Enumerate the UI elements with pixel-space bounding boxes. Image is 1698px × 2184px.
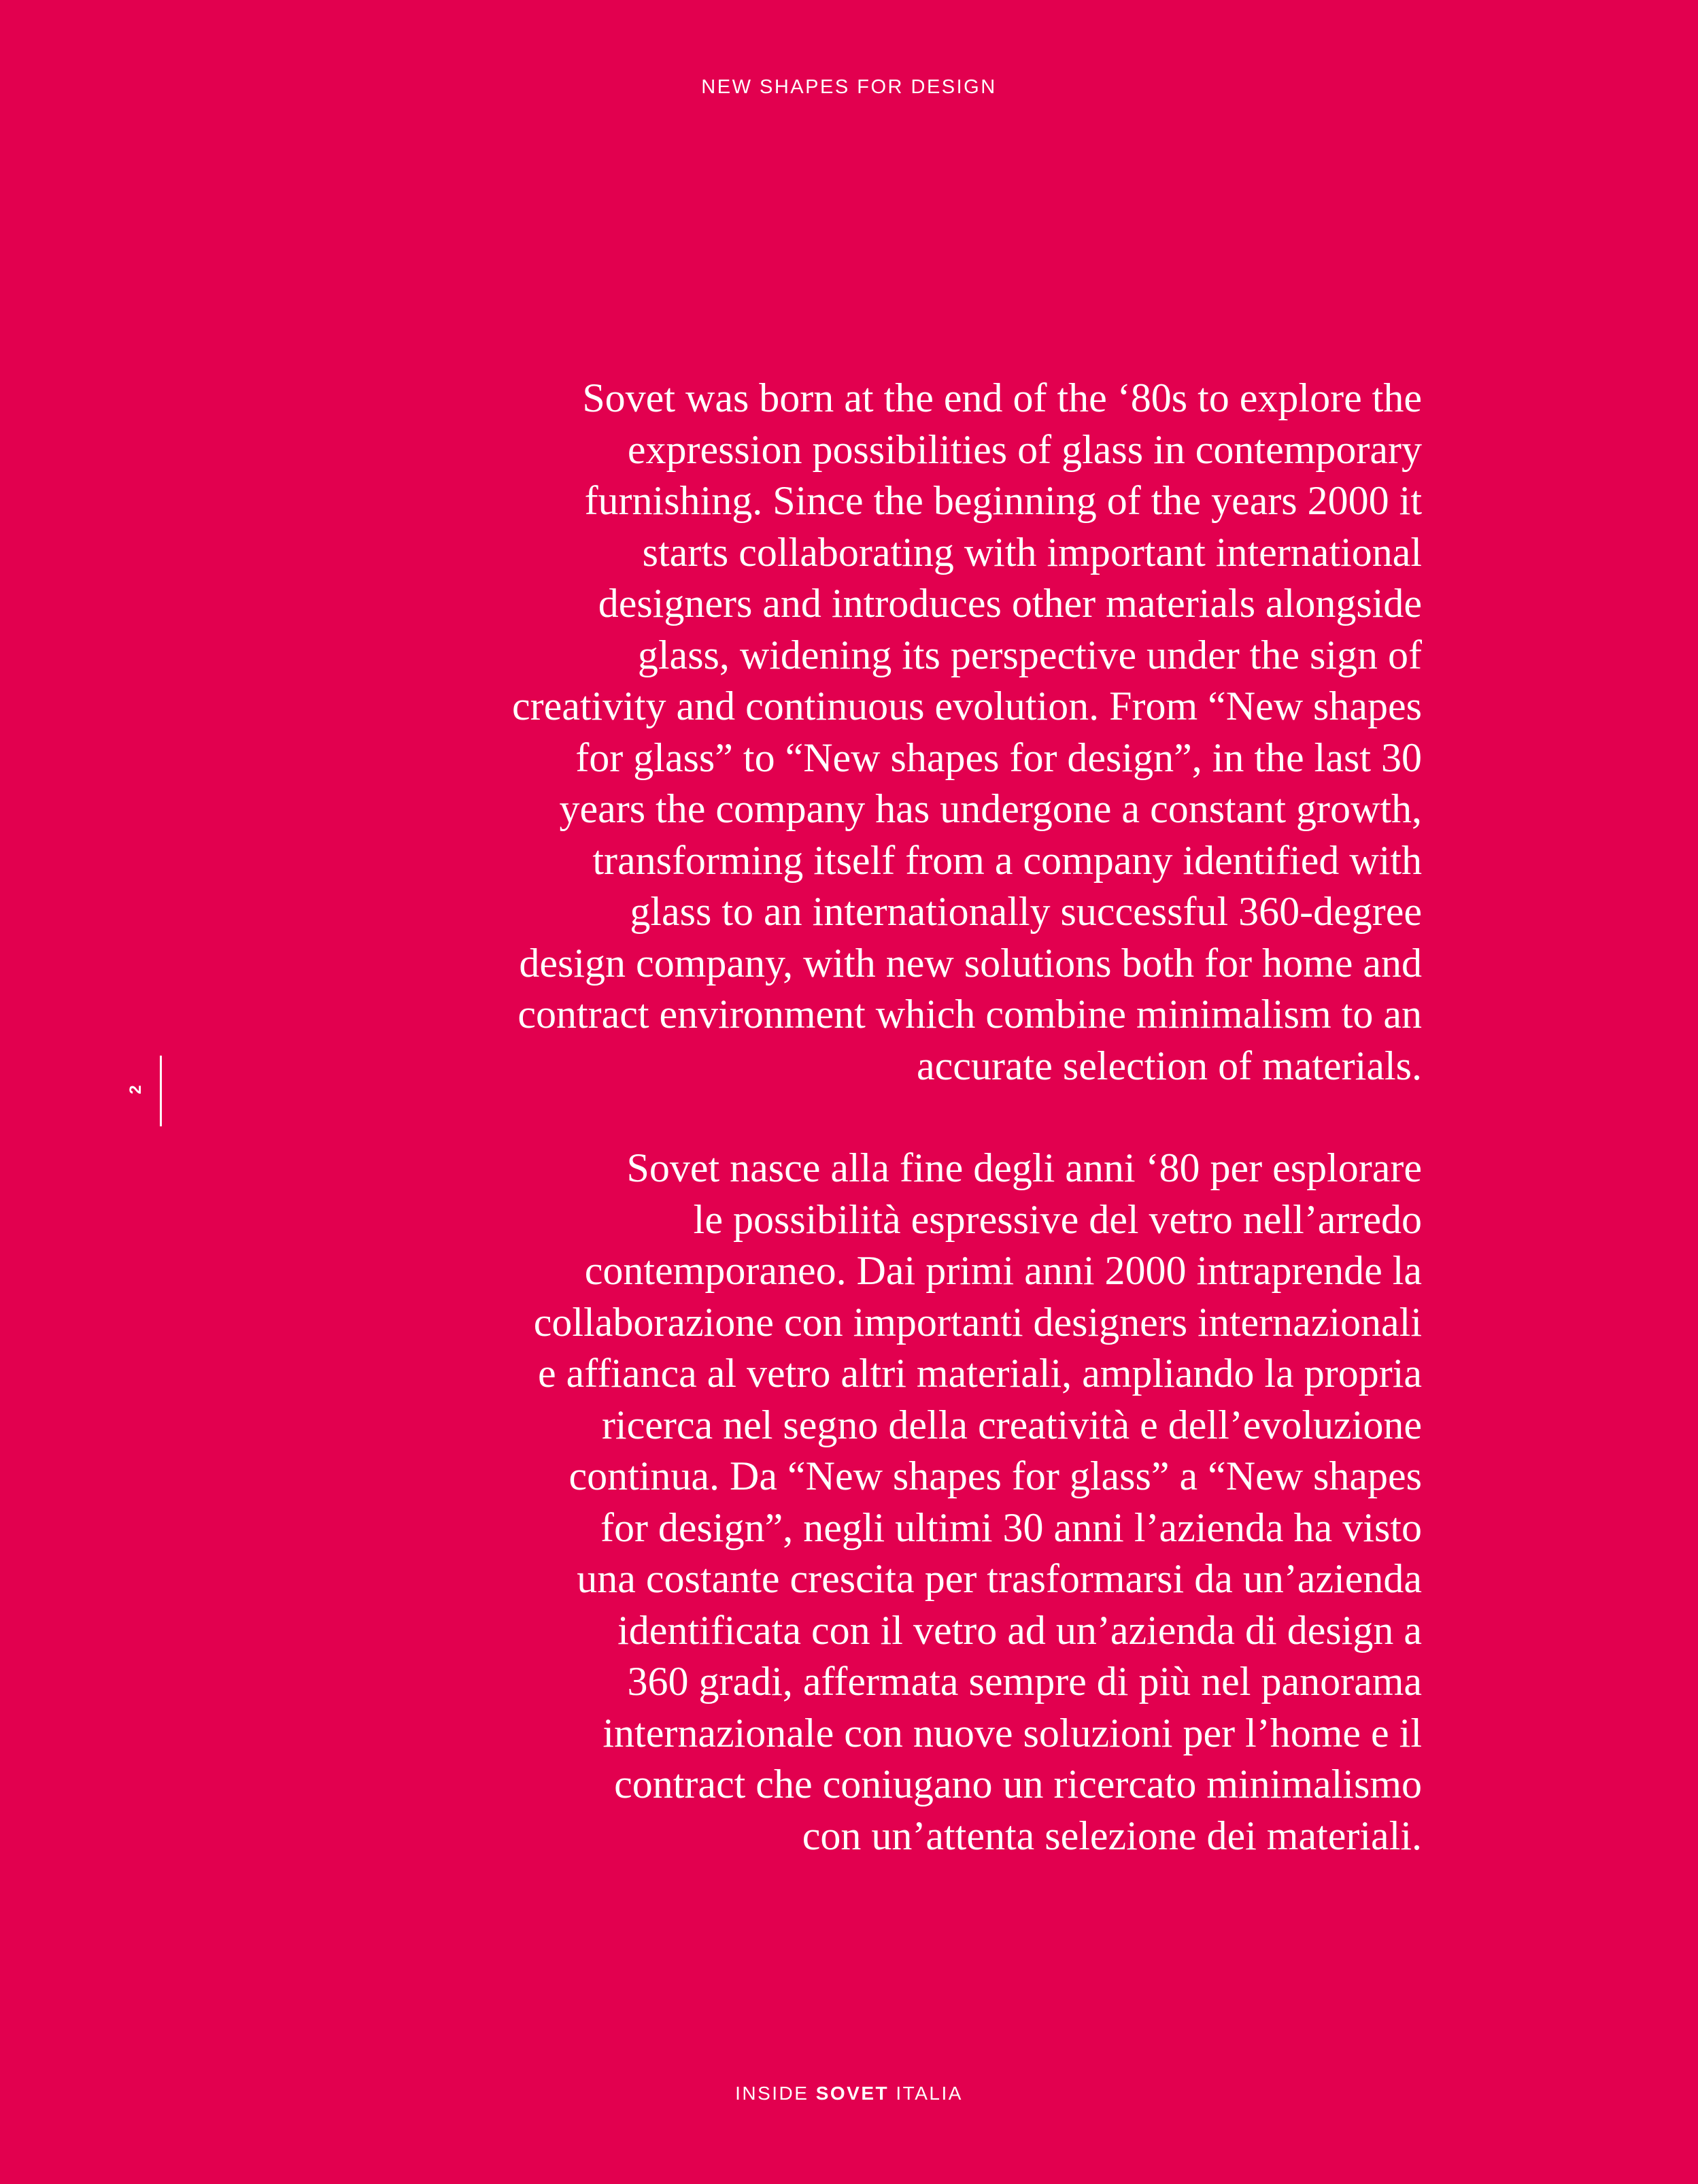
text-line: expression possibilities of glass in contemporary xyxy=(627,426,1422,472)
page-number: 2 xyxy=(126,1085,145,1094)
paragraph-italian xyxy=(266,1143,1422,1862)
text-line: glass, widening its perspective under the sign of xyxy=(637,632,1422,677)
text-line: identificata con il vetro ad un’azienda di design a xyxy=(617,1607,1422,1653)
footer-suffix: ITALIA xyxy=(896,2083,963,2104)
page-number-marker xyxy=(122,1056,177,1126)
page-number-rule xyxy=(160,1056,162,1126)
text-line: starts collaborating with important international xyxy=(642,529,1422,575)
text-line: years the company has undergone a constant growth, xyxy=(559,786,1422,831)
text-line: una costante crescita per trasformarsi da un’azienda xyxy=(577,1556,1422,1601)
text-line: for glass” to “New shapes for design”, in the last 30 xyxy=(575,735,1422,780)
page-footer xyxy=(0,2083,1698,2104)
text-line: creativity and continuous evolution. From “New shapes xyxy=(511,684,1422,728)
text-line: accurate selection of materials. xyxy=(917,1043,1422,1088)
text-line: glass to an internationally successful 360-degree xyxy=(630,889,1422,934)
text-line: Sovet nasce alla fine degli anni ‘80 per esplorare xyxy=(626,1145,1422,1190)
paragraph-english xyxy=(266,373,1422,1092)
text-line: Sovet was born at the end of the ‘80s to explore the xyxy=(582,375,1422,420)
text-line: furnishing. Since the beginning of the years 2000 it xyxy=(584,478,1422,523)
text-line: for design”, negli ultimi 30 anni l’azienda ha visto xyxy=(600,1505,1422,1550)
text-line: e affianca al vetro altri materiali, ampliando la propria xyxy=(538,1351,1422,1396)
footer-prefix: INSIDE xyxy=(735,2083,809,2104)
text-line: le possibilità espressive del vetro nell’arredo xyxy=(693,1196,1422,1242)
page-header: NEW SHAPES FOR DESIGN xyxy=(701,76,997,98)
text-line: con un’attenta selezione dei materiali. xyxy=(802,1813,1422,1858)
text-line: contemporaneo. Dai primi anni 2000 intraprende la xyxy=(584,1248,1422,1293)
text-line: internazionale con nuove soluzioni per l’home e il xyxy=(602,1710,1422,1755)
text-line: design company, with new solutions both for home and xyxy=(519,940,1422,986)
text-line: contract environment which combine minimalism to an xyxy=(517,992,1422,1037)
footer-brand: SOVET xyxy=(815,2083,889,2104)
text-line: collaborazione con importanti designers internazionali xyxy=(533,1299,1422,1345)
text-line: transforming itself from a company identified with xyxy=(592,837,1422,883)
text-line: contract che coniugano un ricercato minimalismo xyxy=(614,1762,1422,1807)
text-line: ricerca nel segno della creatività e dell’evoluzione xyxy=(601,1402,1422,1447)
text-line: continua. Da “New shapes for glass” a “New shapes xyxy=(568,1454,1422,1498)
text-line: 360 gradi, affermata sempre di più nel panorama xyxy=(627,1659,1422,1704)
text-line: designers and introduces other materials alongside xyxy=(598,581,1422,626)
